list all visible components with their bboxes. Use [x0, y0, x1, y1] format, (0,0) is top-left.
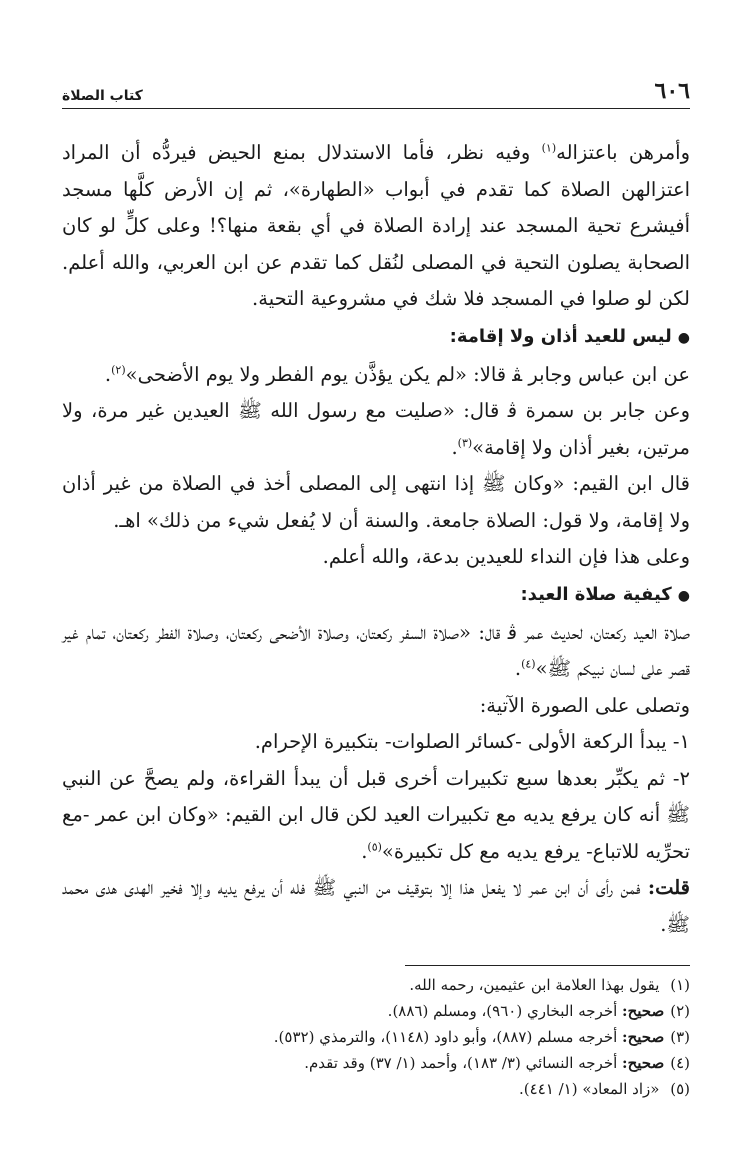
bullet-icon: ●	[677, 587, 690, 604]
paragraph: قال ابن القيم: «وكان ﷺ إذا انتهى إلى المصلى أخذ في الصلاة من غير أذان ولا إقامة، ولا قول: الصلاة جامعة. والسنة أن لا يُفعل شيء من ذلك» اهـ.	[62, 472, 690, 532]
paragraph: عن ابن عباس وجابر ﭭ قالا: «لم يكن يؤذَّن يوم الفطر ولا يوم الأضحى»$^{(٢)}$.	[104, 362, 690, 386]
book-title: كتاب الصلاة	[62, 88, 143, 104]
paragraph: قلت: فمن رأى أن ابن عمر لا يفعل هذا إلا بتوقيف من النبي ﷺ فله أن يرفع يديه وإلا فخير الهدى هدى محمد ﷺ.	[62, 876, 690, 936]
footnote: (٥) «زاد المعاد» (١/ ٤٤١).	[519, 1080, 690, 1098]
paragraph: وأمرهن باعتزاله$^{(١)}$ وفيه نظر، فأما الاستدلال بمنع الحيض فيردُّه أن المراد اعتزالهن الصلاة كما تقدم في أبواب «الطهارة»، ثم إن الأرض كلَّها مسجد أفيشرع تحية المسجد عند إرادة الصلاة في أي بقعة منها؟! وعلى كلٍّ لو كان الصحابة يصلون التحية في المصلى لنُقل كما تقدم عن ابن العربي، والله أعلم. لكن لو صلوا في المسجد فلا شك في مشروعية التحية.	[62, 141, 690, 310]
paragraph: وتصلى على الصورة الآتية:	[479, 693, 690, 717]
paragraph: ٢- ثم يكبِّر بعدها سبع تكبيرات أخرى قبل أن يبدأ القراءة، ولم يصحَّ عن النبي ﷺ أنه كان يرفع يديه مع تكبيرات العيد لكن قال ابن القيم: «وكان ابن عمر -مع تحرِّيه للاتباع- يرفع يديه مع كل تكبيرة»$^{(٥)}$.	[62, 766, 690, 863]
paragraph: وعن جابر بن سمرة ﭬ قال: «صليت مع رسول الله ﷺ العيدين غير مرة، ولا مرتين، بغير أذان ولا إقامة»$^{(٣)}$.	[62, 399, 690, 459]
lead-word: قلت:	[647, 876, 690, 899]
section-heading: ●ليس للعيد أذان ولا إقامة:	[449, 325, 690, 347]
paragraph: صلاة العيد ركعتان، لحديث عمر ﭬ قال: «صلاة السفر ركعتان، وصلاة الأضحى ركعتان، وصلاة الفطر ركعتان، تمام غير قصر على لسان نبيكم ﷺ»$^{(٤)}$.	[62, 620, 690, 680]
paragraph: وعلى هذا فإن النداء للعيدين بدعة، والله أعلم.	[322, 545, 690, 568]
page-number: ٦٠٦	[654, 78, 690, 104]
bullet-icon: ●	[677, 329, 690, 346]
running-header	[62, 78, 690, 109]
main-text	[62, 135, 690, 943]
footnote: (١) يقول بهذا العلامة ابن عثيمين، رحمه الله.	[409, 976, 690, 994]
footnote-ref: (١)	[541, 141, 557, 155]
footnote-ref: (٢)	[111, 363, 126, 376]
paragraph: ١- يبدأ الركعة الأولى -كسائر الصلوات- بتكبيرة الإحرام.	[254, 730, 690, 753]
footnotes	[62, 972, 690, 1102]
footnote-divider	[405, 965, 690, 966]
footnote: (٣)صحيح: أخرجه مسلم (٨٨٧)، وأبو داود (١١٤٨)، والترمذي (٥٣٢).	[273, 1028, 690, 1046]
footnote: (٤)صحيح: أخرجه النسائي (٣/ ١٨٣)، وأحمد (١/ ٣٧) وقد تقدم.	[304, 1054, 690, 1072]
footnote-ref: (٤)	[521, 657, 536, 671]
footnote-ref: (٥)	[367, 840, 382, 853]
book-page	[62, 78, 690, 1102]
footnote: (٢)صحيح: أخرجه البخاري (٩٦٠)، ومسلم (٨٨٦).	[387, 1002, 690, 1020]
footnote-ref: (٣)	[457, 436, 473, 449]
section-heading: ●كيفية صلاة العيد:	[520, 583, 690, 605]
